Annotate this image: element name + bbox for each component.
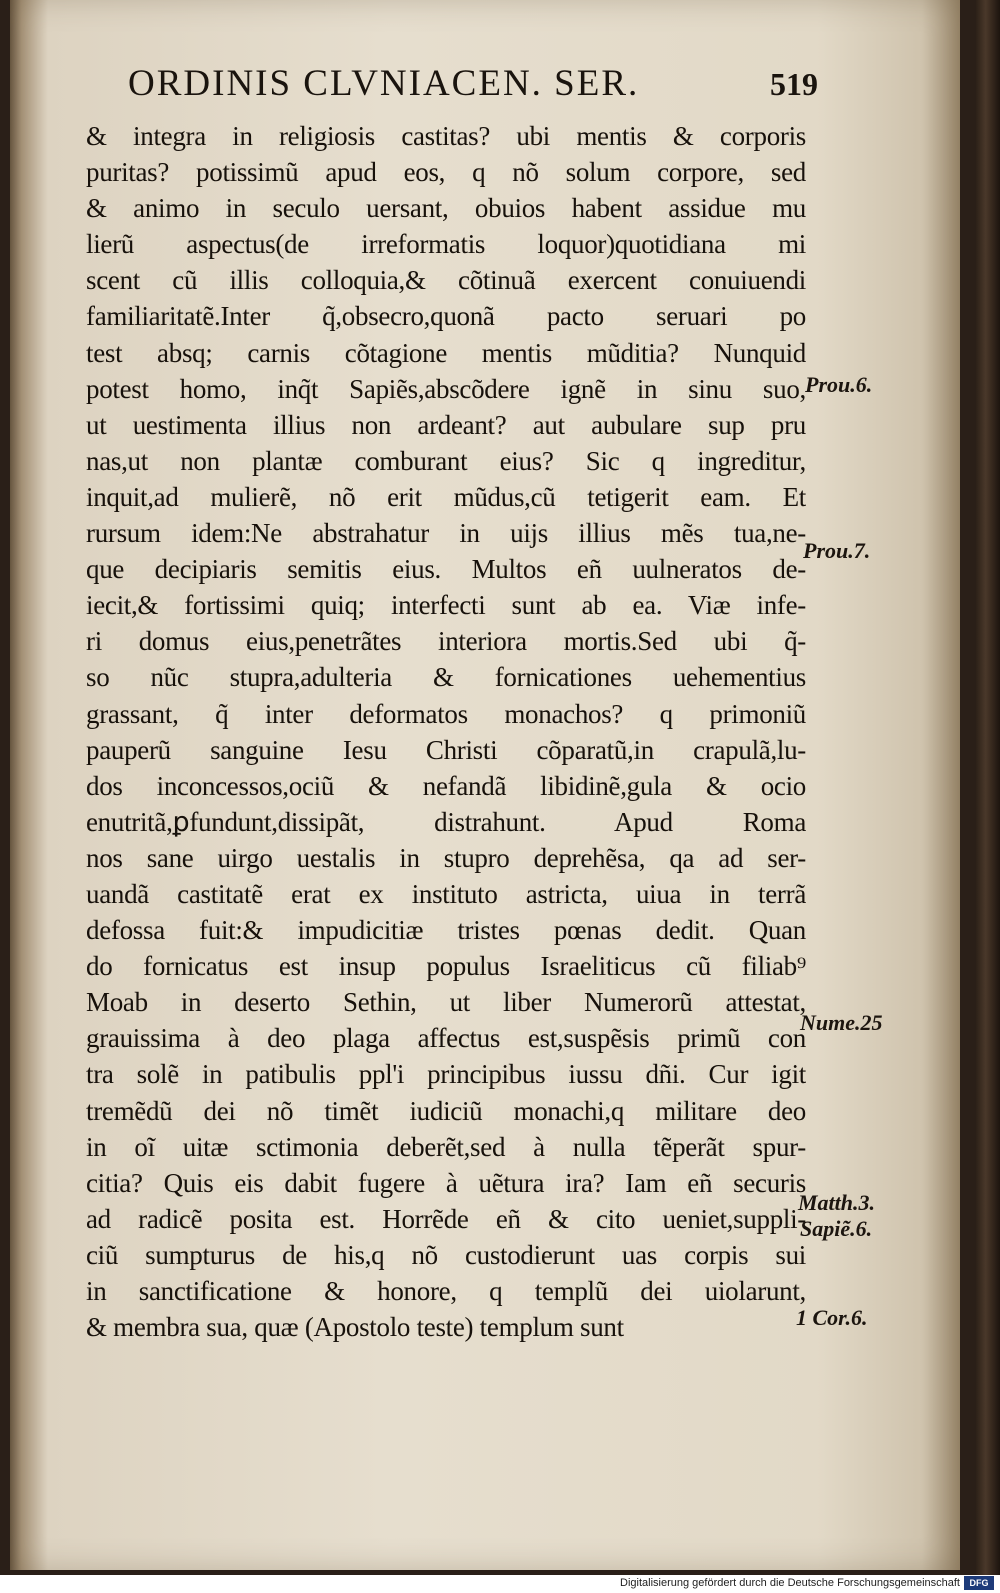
marginal-note: 1 Cor.6. [796, 1305, 868, 1330]
text-line: puritas? potissimũ apud eos, q nõ solum corpore, sed [86, 157, 806, 188]
text-line: tremẽdũ dei nõ timẽt iudiciũ monachi,q militare deo [86, 1095, 806, 1126]
text-line: do fornicatus est insup populus Israeliticus cũ filiab⁹ [86, 951, 806, 982]
text-line: uandã castitatẽ erat ex instituto astricta, uiua in terrã [86, 878, 806, 909]
marginal-note: Prou.7. [803, 538, 871, 563]
running-head [128, 62, 818, 105]
text-line: lierũ aspectus(de irreformatis loquor)quotidiana mi [86, 229, 806, 260]
text-line: enutritã,ꝑfundunt,dissipãt, distrahunt. Apud Roma [86, 806, 806, 837]
marginal-note: Prou.6. [805, 372, 873, 397]
text-line: ciũ sumpturus de his,q nõ custodierunt uas corpis sui [86, 1239, 806, 1270]
text-line: & animo in seculo uersant, obuios habent assidue mu [86, 193, 806, 224]
text-line: tra solẽ in patibulis ppl'i principibus iussu dñi. Cur igit [86, 1059, 806, 1090]
body-text [86, 118, 806, 1345]
text-line: in oĩ uitæ sctimonia deberẽt,sed à nulla tẽperãt spur- [86, 1131, 806, 1162]
folio-number: 519 [770, 66, 818, 102]
text-line: grassant, q̃ inter deformatos monachos? q primoniũ [86, 698, 806, 729]
text-line: ri domus eius,penetrãtes interiora mortis.Sed ubi q̃- [86, 626, 806, 657]
text-line: ad radicẽ posita est. Horrẽde eñ & cito ueniet,suppli- [86, 1203, 806, 1234]
running-head-title: ORDINIS CLVNIACEN. SER. [128, 63, 640, 104]
text-line: que decipiaris semitis eius. Multos eñ uulneratos de- [86, 554, 806, 585]
marginal-note: Sapiẽ.6. [800, 1216, 873, 1241]
dfg-logo: DFG [964, 1576, 994, 1590]
book-edge [976, 0, 1000, 1593]
text-line: & integra in religiosis castitas? ubi mentis & corporis [86, 121, 806, 151]
text-line: in sanctificatione & honore, q templũ dei uiolarunt, [86, 1276, 806, 1306]
text-line: nos sane uirgo uestalis in stupro deprehẽsa, qa ad ser- [86, 842, 806, 873]
text-line: inquit,ad mulierẽ, nõ erit mũdus,cũ tetigerit eam. Et [86, 481, 806, 512]
text-line: defossa fuit:& impudicitiæ tristes pœnas dedit. Quan [86, 915, 806, 946]
marginal-note: Nume.25 [800, 1010, 883, 1035]
text-line: potest homo, inq̃t Sapiẽs,abscõdere ignẽ in sinu suo, [86, 373, 806, 404]
marginal-note: Matth.3. [798, 1190, 876, 1215]
text-line: rursum idem:Ne abstrahatur in uijs illius mẽs tua,ne- [86, 518, 806, 549]
text-line: test absq; carnis cõtagione mentis mũditia? Nunquid [86, 337, 806, 368]
text-line: Moab in deserto Sethin, ut liber Numerorũ attestat, [86, 987, 806, 1018]
digitization-credit: Digitalisierung gefördert durch die Deutsche Forschungsgemeinschaft [620, 1577, 960, 1589]
text-line: pauperũ sanguine Iesu Christi cõparatũ,in crapulã,lu- [86, 734, 806, 765]
text-line: dos inconcessos,ociũ & nefandã libidinẽ,gula & ocio [86, 770, 806, 801]
book-page [10, 0, 960, 1570]
text-line: & membra sua, quæ (Apostolo teste) templum sunt [86, 1312, 624, 1343]
text-line: familiaritatẽ.Inter q̃,obsecro,quonã pacto seruari po [86, 301, 806, 332]
text-line: iecit,& fortissimi quiq; interfecti sunt ab ea. Viæ infe- [86, 590, 806, 621]
text-line: ut uestimenta illius non ardeant? aut aubulare sup pru [86, 409, 806, 440]
text-line: nas,ut non plantæ comburant eius? Sic q ingreditur, [86, 445, 806, 476]
text-line: so nũc stupra,adulteria & fornicationes uehementius [86, 662, 806, 693]
text-line: citia? Quis eis dabit fugere à uẽtura ira? Iam eñ securis [86, 1167, 806, 1198]
text-line: grauissima à deo plaga affectus est,suspẽsis primũ con [86, 1023, 806, 1054]
text-line: scent cũ illis colloquia,& cõtinuã exercent conuiuendi [86, 265, 806, 296]
